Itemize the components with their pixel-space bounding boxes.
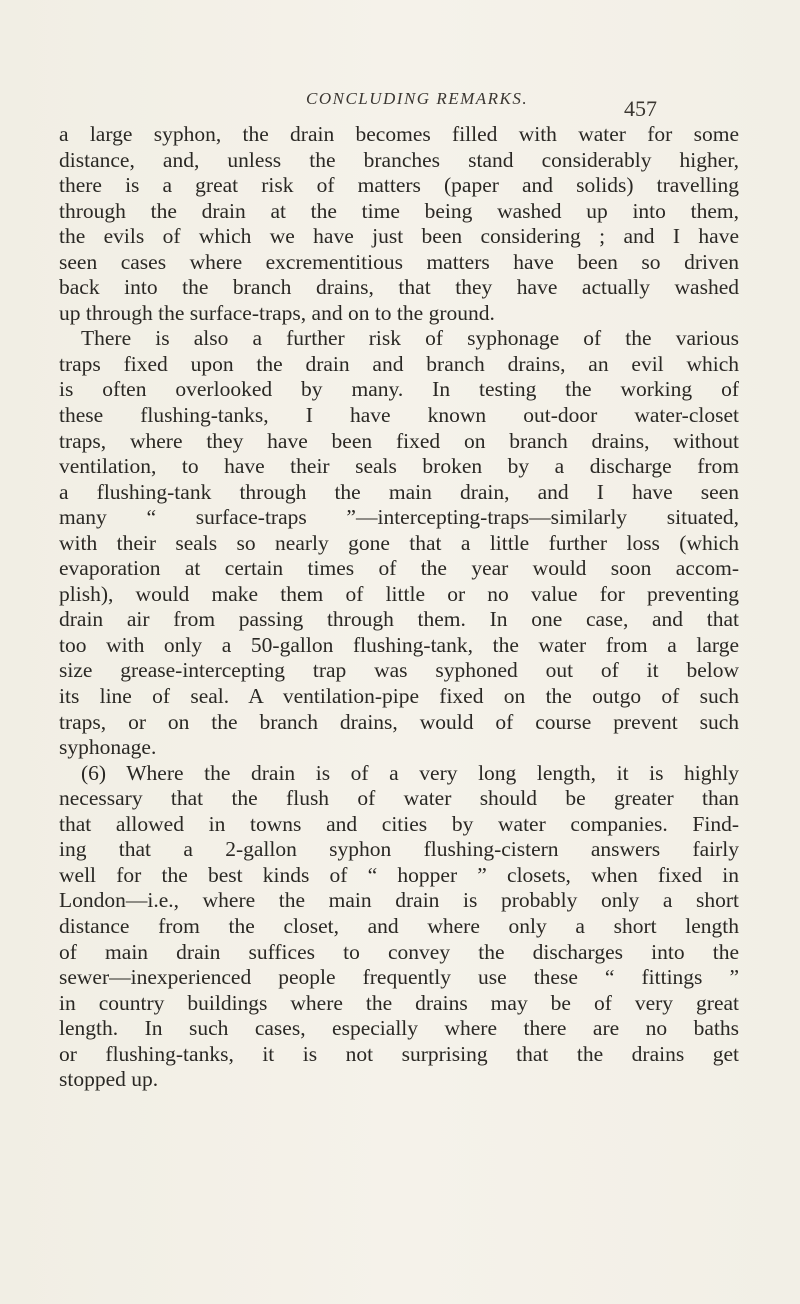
text-line: ventilation, to have their seals broken by a discharge from (59, 454, 739, 479)
text-line: or flushing-tanks, it is not surprising that the drains get (59, 1041, 739, 1066)
text-line: with their seals so nearly gone that a little further loss (which (59, 530, 739, 555)
text-line: is often overlooked by many. In testing the working of (59, 377, 739, 402)
text-line: in country buildings where the drains may be of very great (59, 990, 739, 1015)
text-line: a large syphon, the drain becomes filled with water for some (59, 122, 739, 146)
text-line: up through the surface-traps, and on to the ground. (59, 300, 495, 325)
text-line: size grease-intercepting trap was syphoned out of it below (59, 658, 739, 683)
text-line: distance from the closet, and where only a short length (59, 913, 739, 938)
text-line: There is also a further risk of syphonage of the various (81, 326, 739, 351)
text-line: length. In such cases, especially where there are no baths (59, 1016, 739, 1041)
text-line: distance, and, unless the branches stand considerably higher, (59, 147, 739, 172)
text-line: syphonage. (59, 735, 157, 760)
text-line: (6) Where the drain is of a very long length, it is highly (81, 760, 739, 785)
text-line: ing that a 2-gallon syphon flushing-cistern answers fairly (59, 837, 739, 862)
text-line: through the drain at the time being washed up into them, (59, 198, 739, 223)
page-number: 457 (624, 96, 657, 121)
text-line: that allowed in towns and cities by water companies. Find- (59, 811, 739, 836)
text-line: there is a great risk of matters (paper and solids) travelling (59, 173, 739, 198)
text-line: seen cases where excrementitious matters have been so driven (59, 249, 739, 274)
text-line: traps fixed upon the drain and branch drains, an evil which (59, 351, 739, 376)
text-line: many “ surface-traps ”—intercepting-traps—similarly situated, (59, 505, 739, 530)
text-line: stopped up. (59, 1067, 159, 1092)
text-line: drain air from passing through them. In one case, and that (59, 607, 739, 632)
text-line: a flushing-tank through the main drain, and I have seen (59, 479, 739, 504)
text-line: the evils of which we have just been considering ; and I have (59, 224, 739, 249)
text-line: these flushing-tanks, I have known out-door water-closet (59, 403, 739, 428)
text-line: back into the branch drains, that they have actually washed (59, 275, 739, 300)
text-line: its line of seal. A ventilation-pipe fixed on the outgo of such (59, 684, 739, 709)
text-line: necessary that the flush of water should be greater than (59, 786, 739, 811)
text-line: London—i.e., where the main drain is probably only a short (59, 888, 739, 913)
text-line: traps, or on the branch drains, would of course prevent such (59, 709, 739, 734)
body-text (59, 122, 739, 1093)
text-line: traps, where they have been fixed on branch drains, without (59, 428, 739, 453)
text-line: well for the best kinds of “ hopper ” closets, when fixed in (59, 862, 739, 887)
text-line: evaporation at certain times of the year would soon accom- (59, 556, 739, 581)
running-head: CONCLUDING REMARKS. (306, 89, 529, 108)
text-line: plish), would make them of little or no value for preventing (59, 581, 739, 606)
text-line: sewer—inexperienced people frequently use these “ fittings ” (59, 965, 739, 990)
text-line: too with only a 50-gallon flushing-tank, the water from a large (59, 632, 739, 657)
text-line: of main drain suffices to convey the discharges into the (59, 939, 739, 964)
